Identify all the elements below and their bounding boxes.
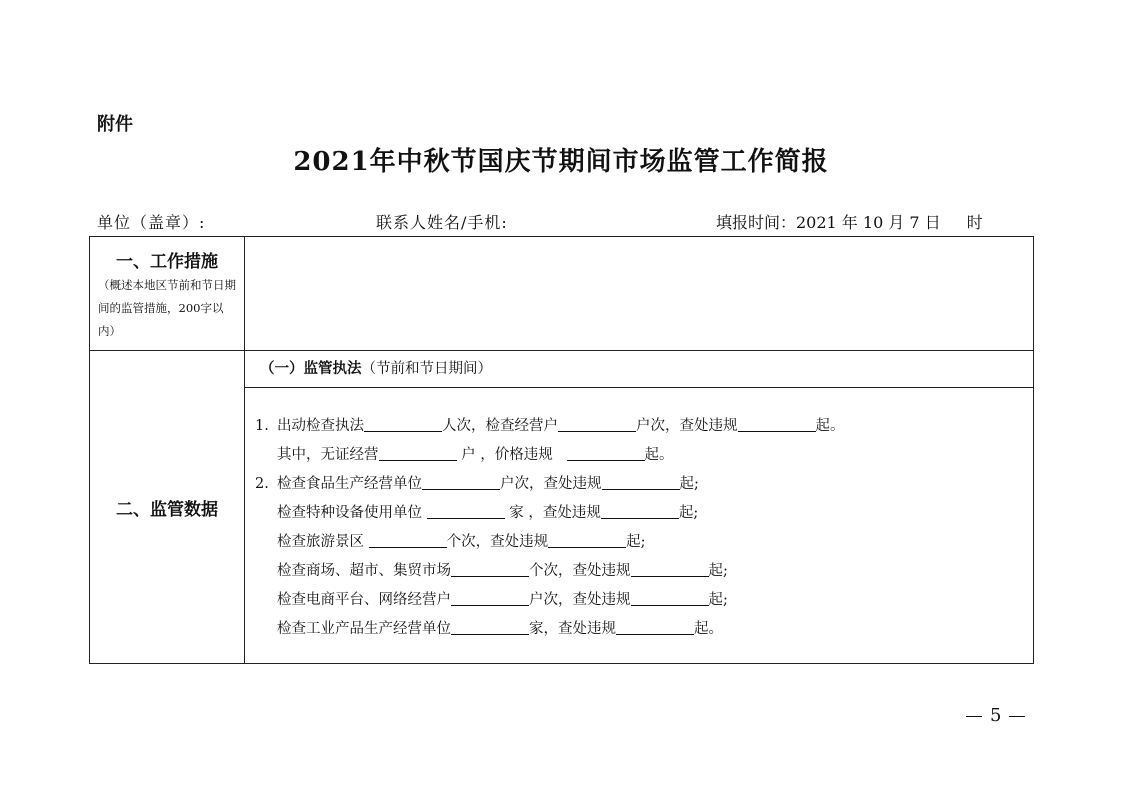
fill-blank[interactable] bbox=[427, 502, 505, 519]
section2-content-cell bbox=[245, 351, 1034, 664]
fill-time-label: 填报时间：2021 年 10 月 7 日 bbox=[716, 213, 941, 232]
section2-label-cell bbox=[90, 351, 245, 664]
stat-text: 起; bbox=[678, 505, 699, 521]
fill-blank[interactable] bbox=[451, 618, 529, 635]
stat-text: 出动检查执法 bbox=[277, 418, 364, 434]
stat-text: 起。 bbox=[815, 418, 845, 434]
stat-line bbox=[245, 499, 1033, 528]
stat-text: 户次，查处违规 bbox=[500, 476, 602, 492]
report-table bbox=[89, 236, 1034, 664]
stat-text: 检查工业产品生产经营单位 bbox=[277, 621, 451, 637]
fill-blank[interactable] bbox=[548, 531, 626, 548]
fill-blank[interactable] bbox=[451, 560, 529, 577]
section1-note: （概述本地区节前和节日期间的监管措施，200字以内） bbox=[98, 278, 236, 338]
dash-right bbox=[1009, 716, 1025, 717]
sub-heading-title: （一）监管执法 bbox=[260, 361, 362, 377]
stat-text: 检查电商平台、网络经营户 bbox=[277, 592, 451, 608]
stat-text: 家，查处违规 bbox=[529, 621, 616, 637]
fill-blank[interactable] bbox=[601, 502, 679, 519]
stat-text: 检查特种设备使用单位 bbox=[277, 505, 427, 521]
fill-blank[interactable] bbox=[602, 473, 680, 490]
line-number: 2. bbox=[255, 476, 269, 492]
line-number: 1. bbox=[255, 418, 269, 434]
stat-text: 户次，查处违规 bbox=[636, 418, 738, 434]
fill-blank[interactable] bbox=[451, 589, 529, 606]
attachment-label: 附件 bbox=[97, 114, 133, 135]
section1-heading: 一、工作措施 bbox=[116, 252, 218, 272]
stat-line bbox=[245, 528, 1033, 557]
unit-label: 单位（盖章）: bbox=[97, 213, 206, 232]
stat-line bbox=[245, 470, 1033, 499]
stat-text: 其中，无证经营 bbox=[277, 447, 379, 463]
fill-blank[interactable] bbox=[631, 589, 709, 606]
stat-text: 检查旅游景区 bbox=[277, 534, 369, 550]
sub-heading bbox=[245, 351, 1033, 388]
fill-blank[interactable] bbox=[369, 531, 447, 548]
section2-row bbox=[90, 351, 1034, 664]
contact-label: 联系人姓名/手机: bbox=[376, 213, 508, 232]
section1-row bbox=[90, 237, 1034, 351]
statistics-lines bbox=[245, 388, 1033, 663]
stat-text: 起。 bbox=[644, 447, 674, 463]
stat-line bbox=[245, 441, 1033, 470]
document-title: 2021年中秋节国庆节期间市场监管工作简报 bbox=[293, 147, 829, 177]
stat-text: 起; bbox=[626, 534, 646, 550]
stat-text: 起。 bbox=[694, 621, 723, 637]
stat-text: 检查商场、超市、集贸市场 bbox=[277, 563, 451, 579]
stat-text: 个次，查处违规 bbox=[529, 563, 631, 579]
stat-line bbox=[245, 615, 1033, 644]
fill-blank[interactable] bbox=[558, 415, 636, 432]
stat-text: 家 ，查处违规 bbox=[504, 505, 601, 521]
section1-input-cell[interactable] bbox=[245, 237, 1034, 351]
fill-blank[interactable] bbox=[631, 560, 709, 577]
stat-line bbox=[245, 557, 1033, 586]
fill-blank[interactable] bbox=[616, 618, 694, 635]
stat-line bbox=[245, 586, 1033, 615]
stat-text: 起; bbox=[708, 592, 728, 608]
stat-text: 起; bbox=[679, 476, 699, 492]
stat-text: 检查食品生产经营单位 bbox=[277, 476, 422, 492]
page-number bbox=[958, 705, 1033, 726]
stat-text: 户次，查处违规 bbox=[529, 592, 631, 608]
sub-heading-note: （节前和节日期间） bbox=[361, 361, 492, 377]
fill-blank[interactable] bbox=[379, 444, 457, 461]
stat-text: 人次，检查经营户 bbox=[442, 418, 558, 434]
fill-blank[interactable] bbox=[422, 473, 500, 490]
stat-line bbox=[245, 412, 1033, 441]
stat-text: 起; bbox=[708, 563, 728, 579]
section2-heading: 二、监管数据 bbox=[116, 499, 218, 520]
fill-blank[interactable] bbox=[567, 444, 645, 461]
section1-label-cell bbox=[90, 237, 245, 351]
hour-label: 时 bbox=[966, 213, 983, 232]
stat-text: 户 ，价格违规 bbox=[456, 447, 558, 463]
dash-left bbox=[966, 716, 982, 717]
fill-blank[interactable] bbox=[738, 415, 816, 432]
stat-text: 个次，查处违规 bbox=[446, 534, 549, 550]
fill-blank[interactable] bbox=[364, 415, 442, 432]
page-number-text: 5 bbox=[990, 705, 1002, 726]
fill-time bbox=[716, 210, 983, 233]
